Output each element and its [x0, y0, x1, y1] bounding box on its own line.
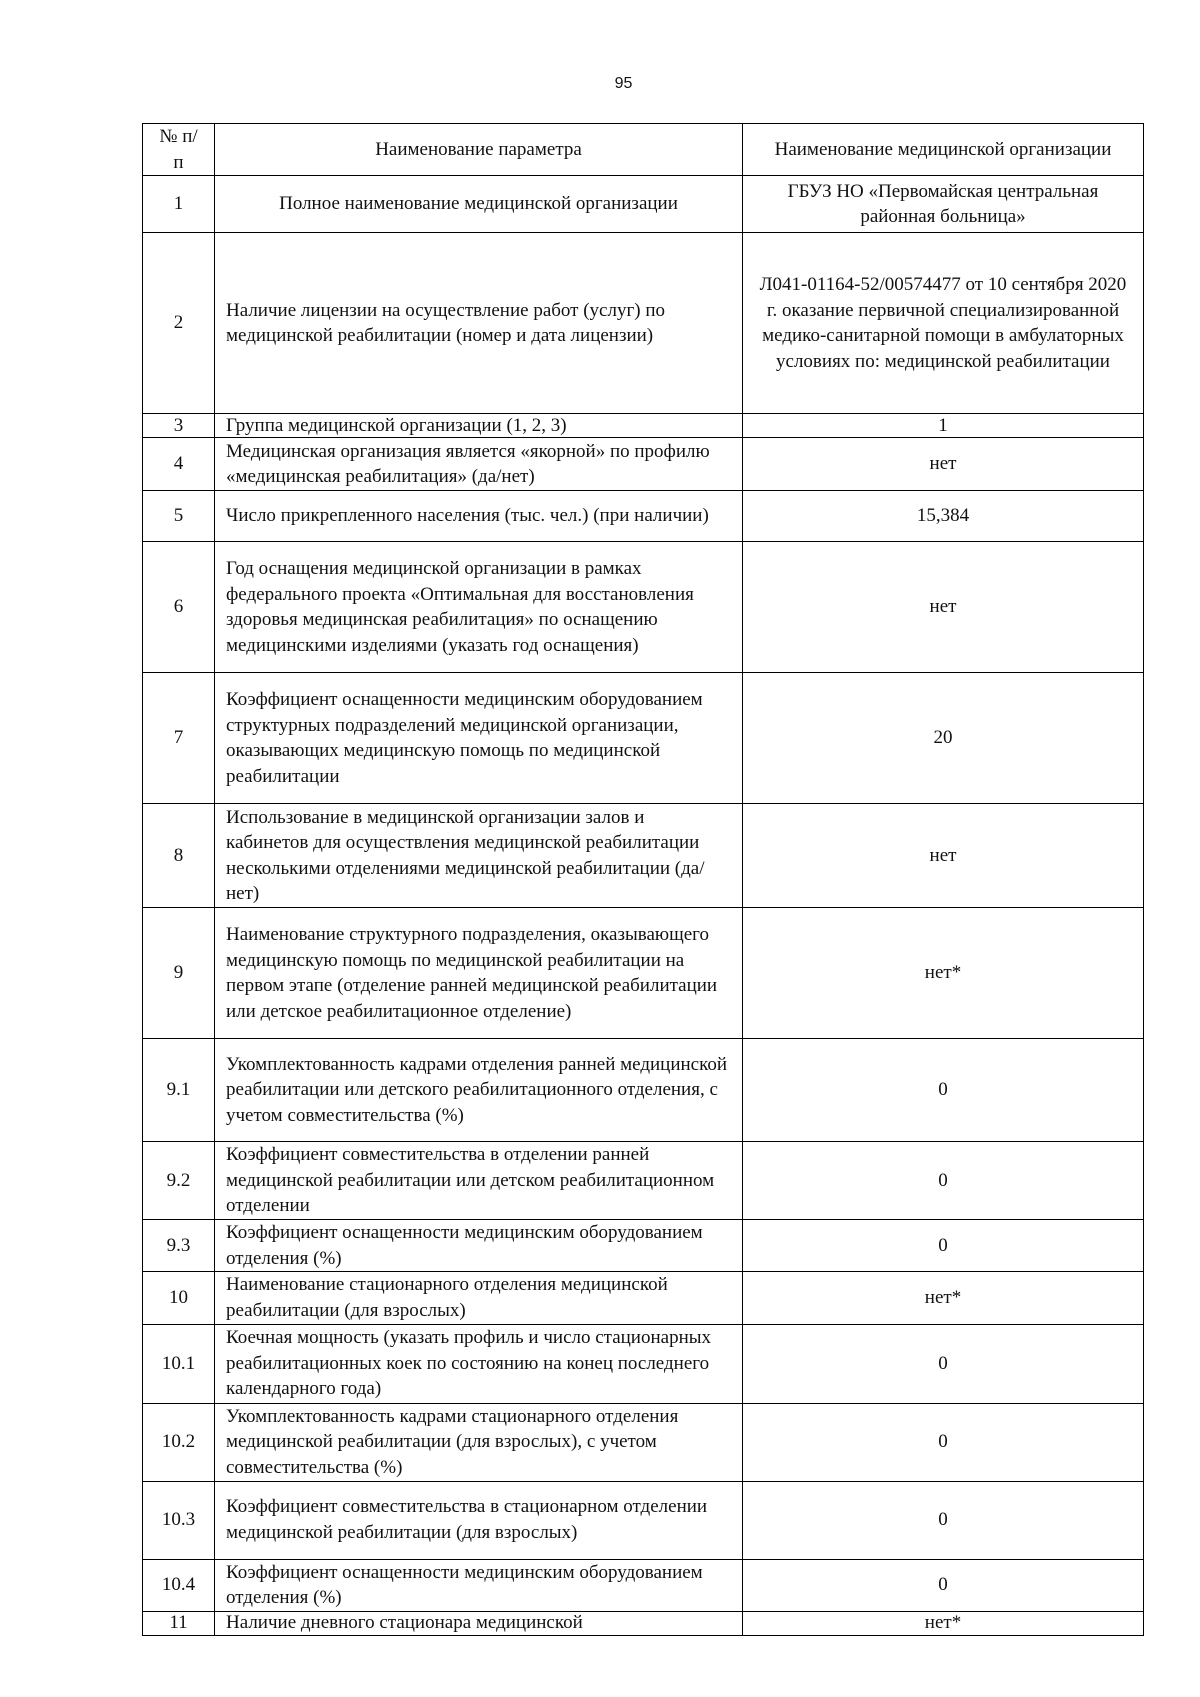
row-parameter: Год оснащения медицинской организации в рамках федерального проекта «Оптимальная для восстановления здоровья медицинская реабилитация» по оснащению медицинскими изделиями (указать год оснащения): [215, 542, 743, 673]
row-number: 10.1: [143, 1324, 215, 1403]
row-value: 0: [743, 1481, 1144, 1559]
row-parameter: Наименование структурного подразделения, оказывающего медицинскую помощь по медицинской реабилитации на первом этапе (отделение ранней медицинской реабилитации или детское реабилитационное отделение): [215, 908, 743, 1039]
table-row: [143, 908, 1144, 1039]
row-parameter: Укомплектованность кадрами отделения ранней медицинской реабилитации или детского реабилитационного отделения, с учетом совместительства (%): [215, 1039, 743, 1142]
row-number: 7: [143, 673, 215, 804]
row-parameter: Медицинская организация является «якорной» по профилю «медицинская реабилитация» (да/нет): [215, 438, 743, 491]
row-parameter: Коэффициент оснащенности медицинским оборудованием отделения (%): [215, 1559, 743, 1611]
row-value: 0: [743, 1324, 1144, 1403]
row-number: 3: [143, 414, 215, 438]
row-parameter: Коэффициент совместительства в стационарном отделении медицинской реабилитации (для взрослых): [215, 1481, 743, 1559]
row-value: 1: [743, 414, 1144, 438]
table-row: [143, 542, 1144, 673]
row-value: нет: [743, 438, 1144, 491]
table-row: [143, 1403, 1144, 1481]
row-value: 0: [743, 1142, 1144, 1220]
table-row: [143, 1611, 1144, 1635]
row-parameter: Коэффициент оснащенности медицинским оборудованием структурных подразделений медицинской организации, оказывающих медицинскую помощь по медицинской реабилитации: [215, 673, 743, 804]
table-row: [143, 491, 1144, 542]
table-row: [143, 1272, 1144, 1324]
row-parameter: Группа медицинской организации (1, 2, 3): [215, 414, 743, 438]
row-parameter: Коечная мощность (указать профиль и число стационарных реабилитационных коек по состоянию на конец последнего календарного года): [215, 1324, 743, 1403]
table-row: [143, 1324, 1144, 1403]
row-value: 15,384: [743, 491, 1144, 542]
row-parameter: Наличие дневного стационара медицинской: [215, 1611, 743, 1635]
row-number: 10.2: [143, 1403, 215, 1481]
row-parameter: Использование в медицинской организации залов и кабинетов для осуществления медицинской реабилитации несколькими отделениями медицинской реабилитации (да/нет): [215, 804, 743, 908]
row-number: 10.4: [143, 1559, 215, 1611]
row-number: 6: [143, 542, 215, 673]
table-row: [143, 1559, 1144, 1611]
row-number: 11: [143, 1611, 215, 1635]
row-value: нет: [743, 804, 1144, 908]
table-row: [143, 1220, 1144, 1272]
row-number: 2: [143, 233, 215, 414]
row-value: 0: [743, 1039, 1144, 1142]
row-value: нет*: [743, 908, 1144, 1039]
table-row: [143, 1039, 1144, 1142]
row-parameter: Укомплектованность кадрами стационарного отделения медицинской реабилитации (для взрослых), с учетом совместительства (%): [215, 1403, 743, 1481]
row-parameter: Полное наименование медицинской организации: [215, 176, 743, 233]
row-parameter: Наличие лицензии на осуществление работ (услуг) по медицинской реабилитации (номер и дата лицензии): [215, 233, 743, 414]
row-parameter: Коэффициент оснащенности медицинским оборудованием отделения (%): [215, 1220, 743, 1272]
row-number: 10.3: [143, 1481, 215, 1559]
row-value: 0: [743, 1220, 1144, 1272]
row-value: нет: [743, 542, 1144, 673]
page-number: 95: [614, 75, 633, 92]
row-number: 9.1: [143, 1039, 215, 1142]
row-value: Л041-01164-52/00574477 от 10 сентября 2020 г. оказание первичной специализированной медико-санитарной помощи в амбулаторных условиях по: медицинской реабилитации: [743, 233, 1144, 414]
row-value: 0: [743, 1559, 1144, 1611]
row-number: 9: [143, 908, 215, 1039]
row-value: ГБУЗ НО «Первомайская центральная районная больница»: [743, 176, 1144, 233]
header-organization: Наименование медицинской организации: [743, 124, 1144, 176]
table-row: [143, 1142, 1144, 1220]
row-parameter: Число прикрепленного населения (тыс. чел.) (при наличии): [215, 491, 743, 542]
table-row: [143, 176, 1144, 233]
row-number: 5: [143, 491, 215, 542]
row-number: 4: [143, 438, 215, 491]
row-number: 9.2: [143, 1142, 215, 1220]
table-row: [143, 233, 1144, 414]
table-row: [143, 673, 1144, 804]
parameters-table: [142, 123, 1144, 1636]
row-value: нет*: [743, 1272, 1144, 1324]
row-parameter: Наименование стационарного отделения медицинской реабилитации (для взрослых): [215, 1272, 743, 1324]
row-value: 0: [743, 1403, 1144, 1481]
table-row: [143, 438, 1144, 491]
header-parameter: Наименование параметра: [215, 124, 743, 176]
table-row: [143, 414, 1144, 438]
row-value: нет*: [743, 1611, 1144, 1635]
row-number: 8: [143, 804, 215, 908]
row-number: 10: [143, 1272, 215, 1324]
table-header-row: [143, 124, 1144, 176]
header-number: № п/п: [143, 124, 215, 176]
row-number: 9.3: [143, 1220, 215, 1272]
row-number: 1: [143, 176, 215, 233]
table-row: [143, 804, 1144, 908]
table-row: [143, 1481, 1144, 1559]
row-value: 20: [743, 673, 1144, 804]
row-parameter: Коэффициент совместительства в отделении ранней медицинской реабилитации или детском реабилитационном отделении: [215, 1142, 743, 1220]
